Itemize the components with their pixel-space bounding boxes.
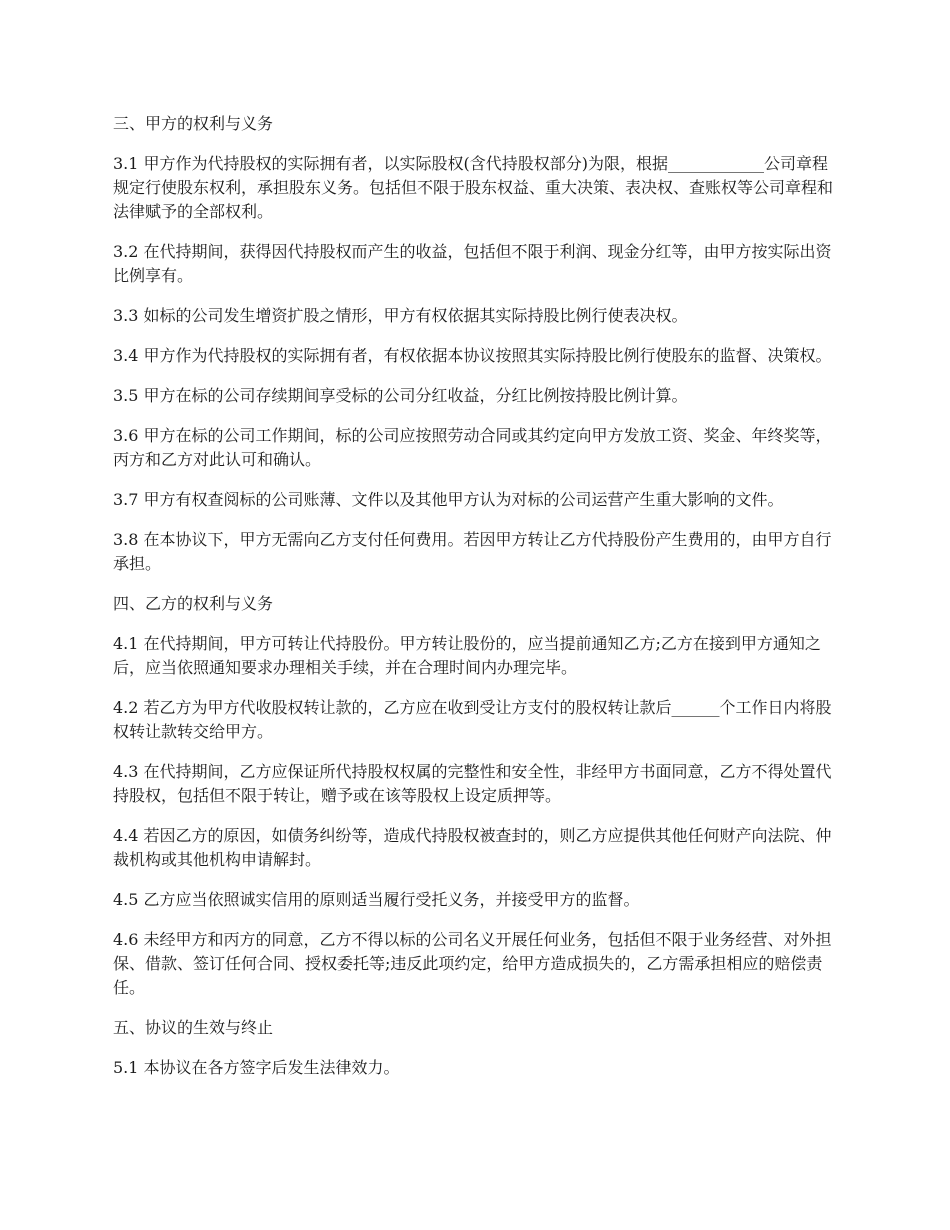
clause-4-1: 4.1 在代持期间，甲方可转让代持股份。甲方转让股份的，应当提前通知乙方;乙方在接到甲方通知之后，应当依照通知要求办理相关手续，并在合理时间内办理完毕。 <box>113 634 821 677</box>
clause-4-6: 4.6 未经甲方和丙方的同意，乙方不得以标的公司名义开展任何业务，包括但不限于业务经营、对外担保、借款、签订任何合同、授权委托等;违反此项约定，给甲方造成损失的，乙方需承担相应的赔偿责任。 <box>113 930 832 997</box>
clause-3-4: 3.4 甲方作为代持股权的实际拥有者，有权依据本协议按照其实际持股比例行使股东的监督、决策权。 <box>113 346 832 365</box>
clause-3-1: 3.1 甲方作为代持股权的实际拥有者，以实际股权(含代持股权部分)为限，根据____________公司章程规定行使股东权利，承担股东义务。包括但不限于股东权益、重大决策、表决权、查账权等公司章程和法律赋予的全部权利。 <box>113 154 834 221</box>
clause-5-1: 5.1 本协议在各方签字后发生法律效力。 <box>113 1058 400 1077</box>
section-heading-5: 五、协议的生效与终止 <box>113 1018 274 1037</box>
clause-4-3: 4.3 在代持期间，乙方应保证所代持股权权属的完整性和安全性，非经甲方书面同意，乙方不得处置代持股权，包括但不限于转让，赠予或在该等股权上设定质押等。 <box>113 762 832 805</box>
section-heading-3: 三、甲方的权利与义务 <box>113 114 274 133</box>
clause-3-3: 3.3 如标的公司发生增资扩股之情形，甲方有权依据其实际持股比例行使表决权。 <box>113 306 688 325</box>
clause-3-6: 3.6 甲方在标的公司工作期间，标的公司应按照劳动合同或其约定向甲方发放工资、奖金、年终奖等，丙方和乙方对此认可和确认。 <box>113 426 832 469</box>
clause-4-2: 4.2 若乙方为甲方代收股权转让款的，乙方应在收到受让方支付的股权转让款后______个工作日内将股权转让款转交给甲方。 <box>113 698 832 741</box>
clause-3-7: 3.7 甲方有权查阅标的公司账薄、文件以及其他甲方认为对标的公司运营产生重大影响的文件。 <box>113 490 784 509</box>
clause-4-4: 4.4 若因乙方的原因，如债务纠纷等，造成代持股权被查封的，则乙方应提供其他任何财产向法院、仲裁机构或其他机构申请解封。 <box>113 826 832 869</box>
clause-3-8: 3.8 在本协议下，甲方无需向乙方支付任何费用。若因甲方转让乙方代持股份产生费用的，由甲方自行承担。 <box>113 530 832 573</box>
clause-3-5: 3.5 甲方在标的公司存续期间享受标的公司分红收益，分红比例按持股比例计算。 <box>113 386 688 405</box>
clause-4-5: 4.5 乙方应当依照诚实信用的原则适当履行受托义务，并接受甲方的监督。 <box>113 890 640 909</box>
section-heading-4: 四、乙方的权利与义务 <box>113 594 274 613</box>
document-page <box>113 112 840 1080</box>
clause-3-2: 3.2 在代持期间，获得因代持股权而产生的收益，包括但不限于利润、现金分红等，由甲方按实际出资比例享有。 <box>113 242 832 285</box>
